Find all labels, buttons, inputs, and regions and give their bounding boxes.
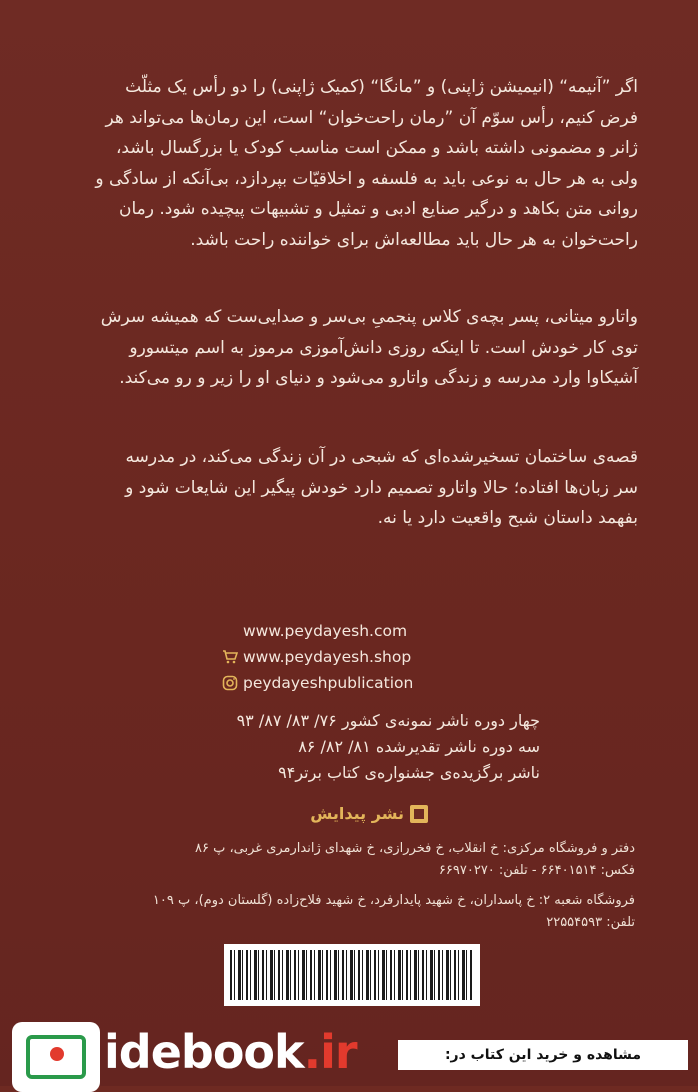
main-office-address: دفتر و فروشگاه مرکزی: خ انقلاب، خ فخررازی، خ شهدای ژاندارمری غربی، پ ۸۶: [194, 841, 635, 856]
shop-link[interactable]: www.peydayesh.shop: [243, 648, 412, 666]
instagram-icon: [222, 675, 238, 691]
publisher-links: [222, 618, 413, 696]
website-link[interactable]: www.peydayesh.com: [243, 622, 408, 640]
idebook-logo-icon: [12, 1022, 100, 1092]
blurb-paragraph-intro: [60, 72, 638, 255]
instagram-row[interactable]: [222, 670, 413, 696]
shop-row[interactable]: [222, 644, 413, 670]
award-line: چهار دوره ناشر نمونه‌ی کشور ۷۶/ ۸۳/ ۸۷/ ۹۳: [236, 711, 540, 730]
text-line: اگر ”آنیمه“ (انیمیشن ژاپنی) و ”مانگا“ (کمیک ژاپنی) را دو رأس یک مثلّث: [125, 77, 638, 97]
instagram-link[interactable]: peydayeshpublication: [243, 674, 414, 692]
branch-phone: تلفن: ۲۲۵۵۴۵۹۳: [546, 915, 635, 930]
text-line: بفهمد داستان شبح واقعیت دارد یا نه.: [377, 508, 638, 528]
publisher-address: [90, 838, 635, 934]
text-line: سر زبان‌ها افتاده؛ حالا واتارو تصمیم دارد خودش پیگیر این شایعات شود و: [125, 477, 638, 498]
award-line: سه دوره ناشر تقدیرشده ۸۱/ ۸۲/ ۸۶: [298, 737, 540, 756]
publisher-name: نشر پیدایش: [310, 804, 404, 823]
text-line: فرض کنیم، رأس سوّم آن ”رمان راحت‌خوان“ است، این رمان‌ها می‌تواند هر: [105, 107, 638, 128]
text-line: راحت‌خوان به هر حال باید مطالعه‌اش برای خواننده راحت باشد.: [190, 229, 638, 250]
award-line: ناشر برگزیده‌ی جشنواره‌ی کتاب برتر۹۴: [278, 763, 540, 782]
isbn-barcode: [224, 944, 480, 1006]
text-line: ژانر و مضمونی داشته باشد و ممکن است مناسب کودک یا بزرگسال باشد،: [115, 138, 638, 158]
main-office-phone: فکس: ۶۶۴۰۱۵۱۴ - تلفن: ۶۶۹۷۰۲۷۰: [438, 863, 635, 878]
text-line: آشیکاوا وارد مدرسه و زندگی واتارو می‌شود و دنیای او را زیر و رو می‌کند.: [119, 368, 638, 388]
blurb-paragraph-story: [60, 302, 638, 394]
text-line: توی کار خودش است. تا اینکه روزی دانش‌آموزی مرموز به اسم میتسورو: [129, 337, 638, 358]
text-line: ولی به هر حال به نوعی باید به فلسفه و اخلاقیّات بپردازد، بی‌آنکه از سادگی و: [95, 168, 638, 189]
watermark-caption: مشاهده و خرید این کتاب در:: [398, 1040, 688, 1070]
text-line: واتارو میتانی، پسر بچه‌ی کلاس پنجمیِ بی‌سر و صدایی‌ست که همیشه سرش: [100, 307, 638, 327]
publisher-mark-icon: [410, 805, 428, 823]
publisher-awards: [150, 708, 540, 786]
watermark-banner: [0, 1000, 698, 1086]
cart-icon: [222, 649, 238, 665]
publisher-logo: [310, 804, 428, 823]
globe-icon: [222, 623, 238, 639]
blurb-paragraph-ghost: [60, 442, 638, 534]
idebook-wordmark: idebook.ir: [104, 1025, 357, 1079]
text-line: قصه‌ی ساختمان تسخیرشده‌ای که شبحی در آن زندگی می‌کند، در مدرسه: [125, 447, 638, 467]
text-line: روانی متن بکاهد و درگیر صنایع ادبی و تمثیل و تشبیهات پیچیده شود. رمان: [118, 199, 638, 219]
branch-address: فروشگاه شعبه ۲: خ پاسداران، خ شهید پایدارفرد، خ شهید فلاح‌زاده (گلستان دوم)، پ ۱۰۹: [152, 893, 635, 908]
website-row[interactable]: [222, 618, 413, 644]
